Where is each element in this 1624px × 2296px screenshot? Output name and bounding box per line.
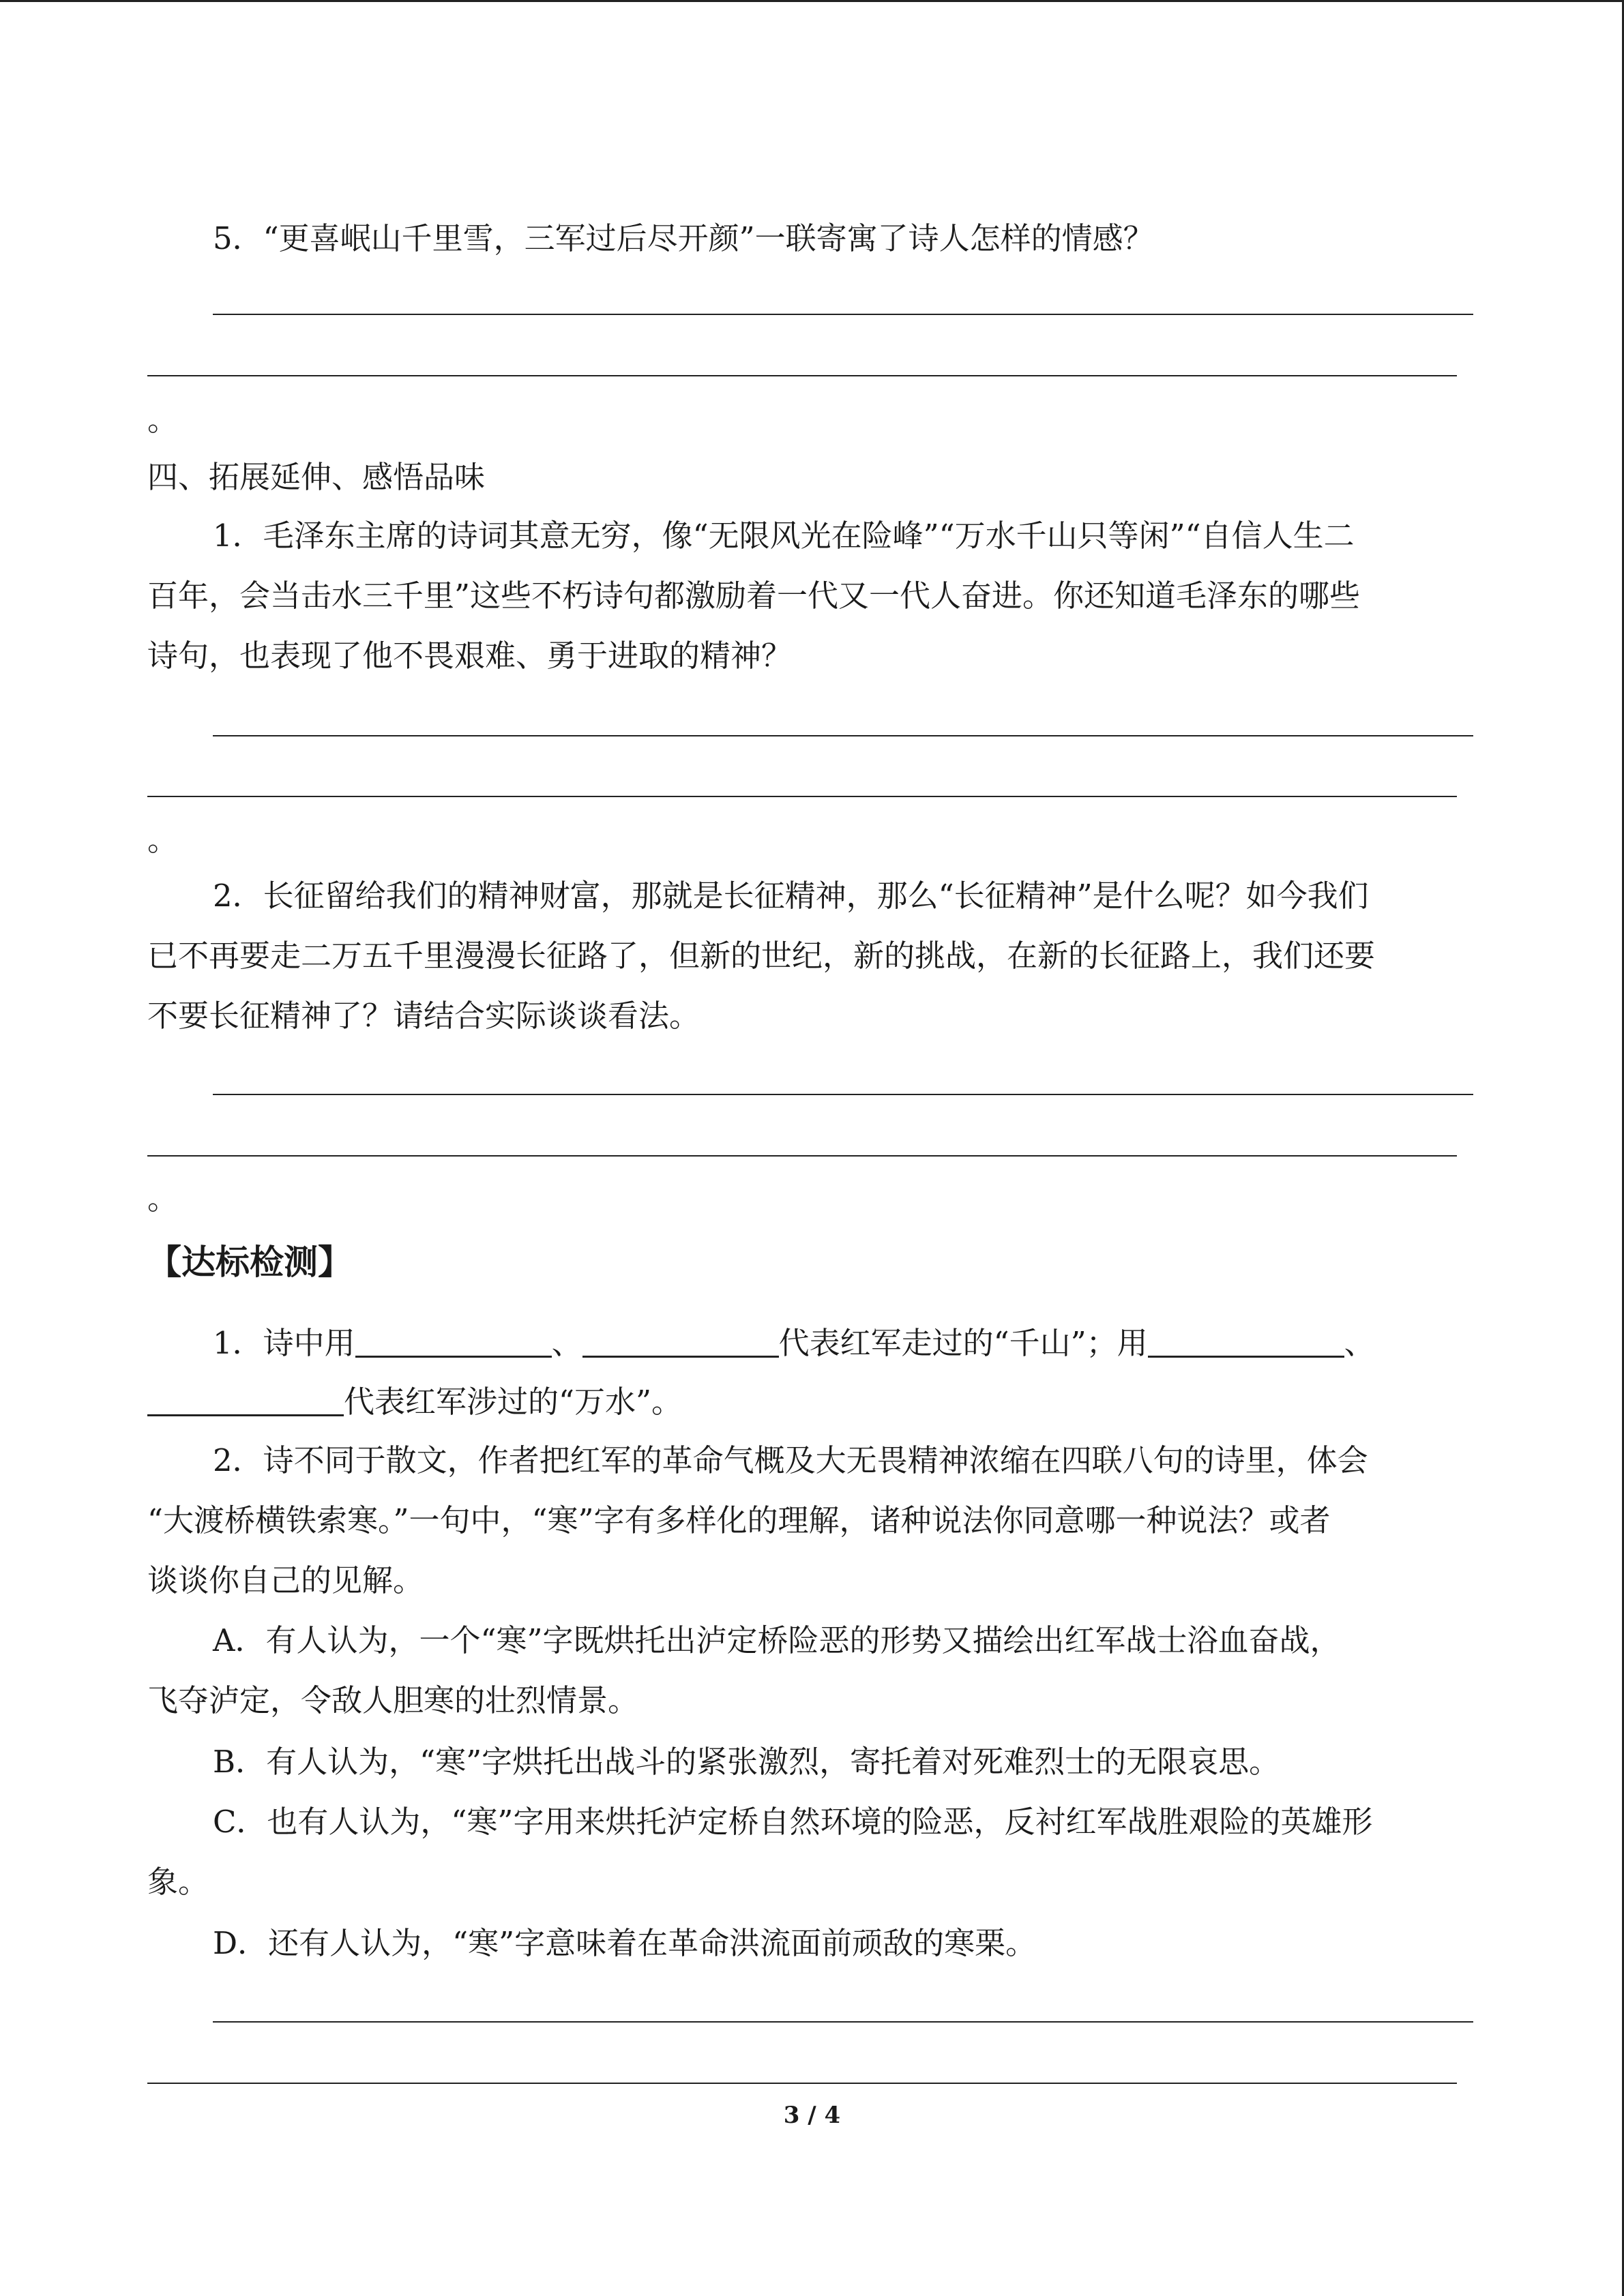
text-part: 代表红军涉过的“万水”。: [344, 1384, 683, 1420]
answer-line[interactable]: [147, 375, 1457, 376]
option-d: D．还有人认为，“寒”字意味着在革命洪流面前顽敌的寒栗。: [213, 1925, 1037, 1961]
answer-line[interactable]: [213, 1094, 1473, 1095]
s4-question-1-line: 1．毛泽东主席的诗词其意无穷，像“无限风光在险峰”“万水千山只等闲”“自信人生二: [213, 518, 1355, 554]
s4-question-2-line: 已不再要走二万五千里漫漫长征路了，但新的世纪，新的挑战，在新的长征路上，我们还要: [147, 938, 1376, 974]
option-c: C．也有人认为，“寒”字用来烘托泸定桥自然环境的险恶，反衬红军战胜艰险的英雄形: [213, 1804, 1373, 1840]
s4-question-1-line: 百年，会当击水三千里”这些不朽诗句都激励着一代又一代人奋进。你还知道毛泽东的哪些: [147, 578, 1361, 614]
text-part: 、: [1344, 1325, 1375, 1361]
test-question-1: [213, 1313, 1543, 1373]
answer-line[interactable]: [213, 735, 1473, 736]
question-5: 5．“更喜岷山千里雪，三军过后尽开颜”一联寄寓了诗人怎样的情感？: [213, 220, 1154, 256]
answer-line[interactable]: [147, 2083, 1457, 2084]
answer-period: 。: [147, 822, 179, 858]
option-a-cont: 飞夺泸定，令敌人胆寒的壮烈情景。: [147, 1682, 639, 1718]
answer-period: 。: [147, 402, 179, 438]
answer-line[interactable]: [213, 2021, 1473, 2023]
fill-blank[interactable]: [1148, 1326, 1344, 1358]
answer-line[interactable]: [213, 314, 1473, 315]
test-question-1-cont: [147, 1372, 1477, 1432]
top-border: [0, 0, 1624, 2]
option-b: B．有人认为，“寒”字烘托出战斗的紧张激烈，寄托着对死难烈士的无限哀思。: [213, 1744, 1280, 1780]
s4-question-2-line: 不要长征精神了？请结合实际谈谈看法。: [147, 998, 700, 1034]
test-question-2-line: 2．诗不同于散文，作者把红军的革命气概及大无畏精神浓缩在四联八句的诗里，体会: [213, 1442, 1368, 1478]
answer-line[interactable]: [147, 1155, 1457, 1157]
page-number: 3 / 4: [783, 2102, 841, 2129]
s4-question-1-line: 诗句，也表现了他不畏艰难、勇于进取的精神？: [147, 638, 793, 674]
text-part: 1．诗中用: [213, 1325, 355, 1361]
text-part: 代表红军走过的“千山”；用: [778, 1325, 1148, 1361]
section-heading: 四、拓展延伸、感悟品味: [147, 459, 486, 495]
option-c-cont: 象。: [147, 1864, 209, 1900]
fill-blank[interactable]: [582, 1326, 779, 1358]
test-question-2-line: “大渡桥横铁索寒。”一句中，“寒”字有多样化的理解，诸种说法你同意哪一种说法？或者: [147, 1502, 1331, 1538]
answer-line[interactable]: [147, 796, 1457, 797]
test-question-2-line: 谈谈你自己的见解。: [147, 1562, 424, 1598]
s4-question-2-line: 2．长征留给我们的精神财富，那就是长征精神，那么“长征精神”是什么呢？如今我们: [213, 878, 1369, 914]
fill-blank[interactable]: [147, 1384, 344, 1416]
test-section-title: 【达标检测】: [147, 1242, 352, 1282]
option-a: A．有人认为，一个“寒”字既烘托出泸定桥险恶的形势又描绘出红军战士浴血奋战，: [213, 1622, 1341, 1658]
answer-period: 。: [147, 1180, 179, 1217]
fill-blank[interactable]: [355, 1326, 552, 1358]
text-part: 、: [551, 1325, 582, 1361]
